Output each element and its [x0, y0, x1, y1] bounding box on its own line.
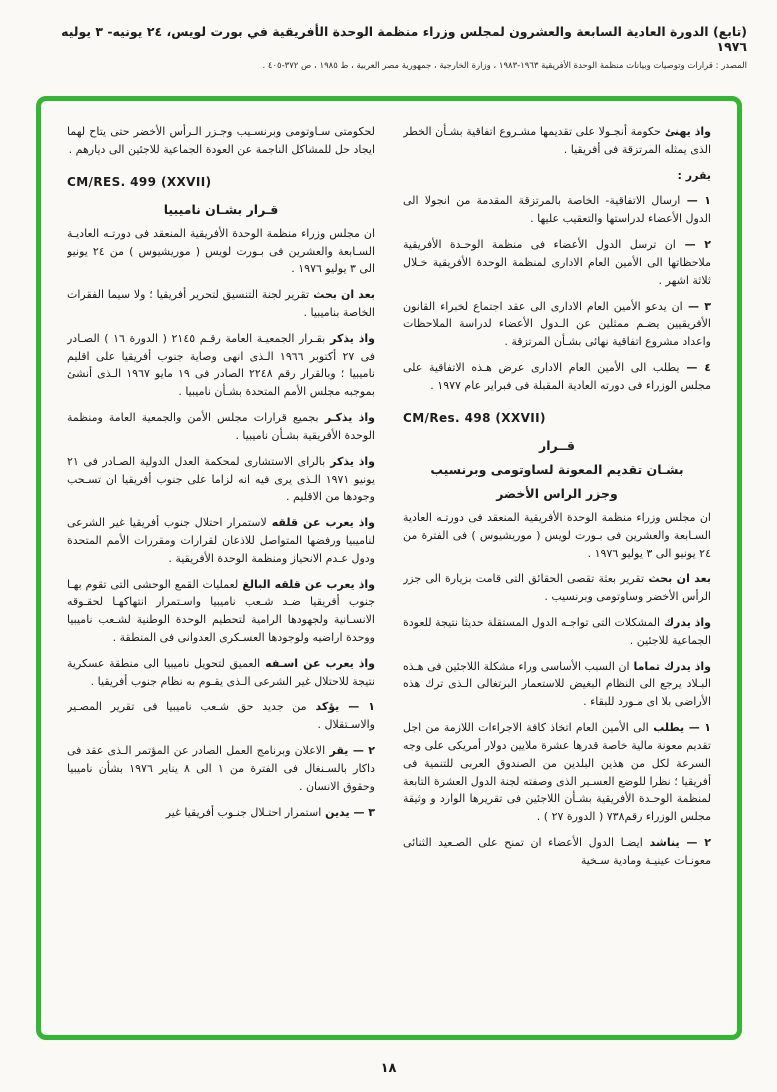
paragraph: لحكومتى سـاوتومى وبرنسـيب وجـزر الـرأس الأخضر حتى يتاح لهما ايجاد حل للمشاكل الناجمة عن العودة الجماعية للاجئين الى ديارهم . — [67, 125, 375, 156]
paragraph: ٣ — ان يدعو الأمين العام الادارى الى عقد اجتماع لخبراء القانون الأفريقيين يضـم ممثلين عن الـدول الأعضاء لدراسة الملاحظات واعداد مشروع اتفاقية نهائى بشـأن المرتزقة . — [403, 299, 711, 349]
paragraph: واذ يعرب عن قلقه البالغ لعمليات القمع الوحشى التى تقوم بهـا جنوب أفريقيا ضـد شـعب ناميبيا واسـتمرار انتهاكهـا لحقـوقه الانسـانية ولجهودها الرامية لتحطيم الوحدة الوطنية لشـعب ناميبيا ووحدة اراضيه ولوجودها العسـكرى العدوانى فى المنطقة . — [67, 577, 375, 644]
paragraph-lead: ٢ — — [675, 238, 711, 252]
paragraph: ٤ — يطلب الى الأمين العام الادارى عرض هـذه الاتفاقية على مجلس الوزراء فى دورته العادية المقبلة فى فبراير عام ١٩٧٧ . — [403, 360, 711, 392]
resolution-title: قـرار بشـان ناميبيا — [163, 201, 279, 217]
page-header — [30, 24, 747, 71]
paragraph-lead: ٣ — — [682, 299, 711, 313]
resolution-title: بشـان تقديم المعونة لساوتومى وبرنسيب — [430, 461, 684, 477]
paragraph: واذ يعرب عن اسـفه العميق لتحويل ناميبيا الى منطقة عسكرية نتيجة للاحتلال غير الشرعى الـذى يقـوم به نظام جنوب أفريقيا . — [67, 656, 375, 688]
resolution-title: قــرار — [539, 437, 575, 453]
paragraph: ١ — يطلب الى الأمين العام اتخاذ كافة الاجراءات اللازمة من اجل تقديم معونة مالية خاصة قدرها عشرة ملايين دولار أمريكى على وجه السرعة لكل من هذين البلدين من الصندوق العربى للتنمية فى أفريقيا ؛ نظرا للوضع العسـير الذى وصفته لجنة الدول العشرة التابعة لمنظمة الوحـدة الأفريقية بشـأن اللاجئين فى تقريرها الوارد و وثيقة مجلس الوزراء رقم٧٣٨ ( الدورة ٢٧ ) . — [403, 721, 711, 824]
paragraph: بعد ان بحث تقرير لجنة التنسيق لتحرير أفريقيا ؛ ولا سيما الفقرات الخاصة بناميبيا . — [67, 288, 375, 319]
resolution-ref: CM/Res. 498 (XXVII) — [403, 410, 546, 425]
paragraph-lead: واذ يذكر — [325, 331, 375, 345]
paragraph-lead: ١ — يؤكد — [306, 700, 375, 714]
column-left — [67, 123, 375, 1013]
paragraph: ١ — ارسال الاتفاقية- الخاصة بالمرتزقة المقدمة من انجولا الى الدول الأعضاء لدراستها والتعقيب عليها . — [403, 194, 711, 226]
paragraph: بعد ان بحث تقرير بعثة تقصى الحقائق التى قامت بزيارة الى جزر الرأس الأخضر وساوتومى وبرنسيب . — [403, 572, 711, 604]
paragraph-lead: بعد ان بحث — [644, 572, 711, 586]
paragraph-lead: واذ يعرب عن قلقه — [266, 516, 375, 530]
source-citation: المصدر : قرارات وتوصيات وبيانات منظمة الوحدة الأفريقية ١٩٦٣-١٩٨٣ ، وزارة الخارجية ، جمهورية مصر العربية ، ط ١٩٨٥ ، ص ٣٧٢-٤٠٥ . — [262, 61, 747, 71]
paragraph: واذ يعرب عن قلقه لاستمرار احتلال جنوب أفريقيا غير الشرعى لناميبيا ورفضها المتواصل للاذعان لقرارات ومقررات الأمم المتحدة ودول عـدم الانحياز ومنظمة الوحدة الأفريقية . — [67, 516, 375, 565]
paragraph: واذ يذكـر بجميع قرارات مجلس الأمن والجمعية العامة ومنظمة الوحدة الأفريقية بشـأن ناميبيا . — [67, 411, 375, 442]
session-title: (تابع) الدورة العادية السابعة والعشرون لمجلس وزراء منظمة الوحدة الأفريقية في بورت لويس، ٢٤ يونيه- ٣ يوليه ١٩٧٦ — [61, 24, 747, 54]
paragraph-lead: واذ يذكر — [325, 454, 375, 468]
paragraph-lead: ١ — — [680, 194, 711, 208]
paragraph-lead: ١ — يطلب — [648, 721, 711, 735]
resolution-title: وجزر الراس الأخضر — [496, 485, 618, 501]
paragraph: ٢ — يناشد ايضـا الدول الأعضاء ان تمنح على الصـعيد الثنائى معونـات عينيـة ومادية سـخية — [403, 835, 711, 867]
paragraph: ٢ — ان ترسل الدول الأعضاء فى منظمة الوحـدة الأفريقية ملاحظاتها الى الأمين العام الادارى لمنظمة الوحدة الأفريقية خـلال ثلاثة اشهر . — [403, 238, 711, 287]
column-right — [403, 123, 711, 1013]
paragraph: ان مجلس وزراء منظمة الوحدة الأفريقية المنعقد فى دورتـه العاديـة السـابعة والعشرين فى بـورت لويس ( موريشيوس ) من ٢٤ يونيو الى ٣ يوليو ١٩٧٦ . — [67, 226, 375, 276]
paragraph-lead: ٢ — يقر — [325, 744, 375, 758]
paragraph: ٢ — يقر الاعلان وبرنامج العمل الصادر عن المؤتمر الـذى عقد فى داكار بالسـنغال فى الفترة من ١ الى ٨ يناير ١٩٧٦ بشأن ناميبيا وحقوق الانسان . — [67, 744, 375, 793]
paragraph-lead: ٣ — يدين — [321, 805, 375, 819]
paragraph: ان مجلس وزراء منظمة الوحدة الأفريقية المنعقد فى دورتـه العادية السـابعة والعشرين فى بـورت لويس ( موريشيوس ) فى الفترة من ٢٤ يونيو الى ٣ يوليو ١٩٧٦ . — [403, 510, 711, 560]
page-number: ١٨ — [380, 1061, 397, 1076]
paragraph-lead: واذ يذكـر — [318, 411, 375, 425]
paragraph: ١ — يؤكد من جديد حق شـعب ناميبيا فى تقرير المصـير والاسـتقلال . — [67, 700, 375, 732]
paragraph-lead: واذ يهنئ — [660, 125, 711, 138]
paragraph-lead: ٤ — — [679, 360, 711, 374]
paragraph: ٣ — يدين استمرار احتـلال جنـوب أفريقيا غير — [165, 805, 375, 819]
paragraph-lead: واذ يدرك تماما — [629, 659, 711, 673]
paragraph: واذ يدرك تماما ان السبب الأساسى وراء مشكلة اللاجئين فى هـذه البـلاد يرجع الى النظام البغيض للاستعمار البرتغالى الـذى ترك هذه الأراضى بلا اى مـورد للبقاء . — [403, 659, 711, 709]
two-column-layout — [67, 123, 711, 1013]
paragraph-lead: واذ يدرك — [660, 616, 711, 629]
paragraph — [403, 167, 711, 185]
paragraph: واذ يدرك المشكلات التى تواجـه الدول المستقلة حديثا نتيجة للعودة الجماعية للاجئين . — [403, 616, 711, 647]
paragraph-lead: يقرر : — [677, 168, 711, 182]
paragraph-lead: واذ يعرب عن اسـفه — [260, 656, 375, 670]
paragraph-lead: بعد ان بحث — [309, 288, 375, 302]
paragraph: واذ يذكر بالراى الاستشارى لمحكمة العدل الدولية الصـادر فى ٢١ يونيو ١٩٧١ الـذى يرى فيه انه لزاما على جنوب أفريقيا ان تسـحب وجودها من الاقليم . — [67, 454, 375, 504]
paragraph-lead: واذ يعرب عن قلقه البالغ — [238, 577, 375, 591]
resolution-ref: CM/RES. 499 (XXVII) — [67, 174, 212, 189]
paragraph-lead: ٢ — يناشد — [642, 835, 711, 849]
document-frame — [36, 96, 742, 1040]
paragraph: واذ يذكر بقـرار الجمعيـة العامة رقـم ٢١٤٥ ( الدورة ١٦ ) الصـادر فى ٢٧ أكتوبر ١٩٦٦ الـذى انهى وصاية جنوب أفريقيا على اقليم ناميبيا ؛ وبالقرار رقم ٢٢٤٨ الصادر فى ١٩ مايو ١٩٦٧ الـذى أنشئ بموجبه مجلس الأمم المتحدة بشـأن ناميبيا . — [67, 331, 375, 399]
paragraph: واذ يهنئ حكومة أنجـولا على تقديمها مشـروع اتفاقية بشـأن الخطر الذى يمثله المرتزقة فى أفريقيا . — [403, 125, 711, 156]
